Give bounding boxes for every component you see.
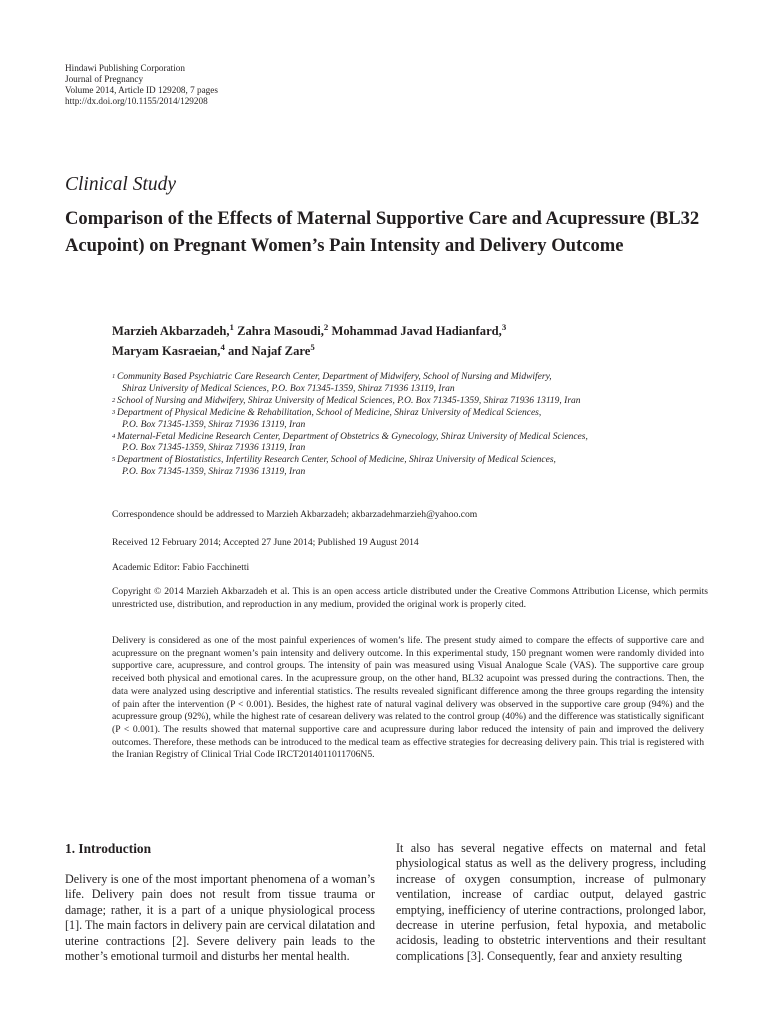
correspondence: Correspondence should be addressed to Marzieh Akbarzadeh; akbarzadehmarzieh@yahoo.com (112, 509, 478, 520)
affiliation-line: P.O. Box 71345-1359, Shiraz 71936 13119, Iran (122, 443, 306, 454)
section-heading: 1. Introduction (65, 841, 152, 856)
affiliation-line: Community Based Psychiatric Care Research Center, Department of Midwifery, School of Nursing and Midwifery, (117, 372, 552, 382)
author-name: Zahra Masoudi, (237, 324, 324, 338)
academic-editor: Academic Editor: Fabio Facchinetti (112, 562, 250, 573)
affiliation-number: 2 (112, 396, 116, 404)
author-name: and Najaf Zare (228, 344, 311, 358)
affiliation-line: Department of Biostatistics, Infertility Research Center, School of Medicine, Shiraz University of Medical Sciences, (117, 455, 556, 466)
journal-header (65, 63, 218, 107)
publisher-name: Hindawi Publishing Corporation (65, 63, 185, 73)
affiliation-number: 4 (112, 432, 116, 440)
abstract: Delivery is considered as one of the most painful experiences of women’s life. The present study aimed to compare the effects of supportive care and acupressure on the pregnant women’s pain intensity and delivery outcome. In this experimental study, 150 pregnant women were randomly divided into supportive care, acupressure, and control groups. The intensity of pain was measured using Visual Analogue Scale (VAS). The supportive care group received both physical and emotional cares. In the acupressure group, on the other hand, BL32 acupoint was pressed during the contractions. Then, the data were analyzed using descriptive and inferential statistics. The results revealed significant difference among the three groups regarding the intensity of pain after the intervention (P < 0.001). Besides, the highest rate of natural vaginal delivery was observed in the supportive care group (94%) and the acupressure group (92%), while the highest rate of cesarean delivery was related to the control group (40%) and the difference was statistically significant (P < 0.001). The results showed that maternal supportive care and acupressure during labor reduced the intensity of pain and improved the delivery outcomes. Therefore, these methods can be introduced to the medical team as effective strategies for decreasing delivery pain. This trial is registered with the Iranian Registry of Clinical Trial Code IRCT2014011011706N5. (112, 635, 704, 761)
affiliation-line: Department of Physical Medicine & Rehabilitation, School of Medicine, Shiraz University of Medical Sciences, (117, 407, 542, 418)
author-name: Maryam Kasraeian, (112, 344, 221, 358)
author-affiliation-mark: 3 (501, 321, 507, 332)
affiliation-list (112, 372, 712, 479)
doi-link[interactable]: http://dx.doi.org/10.1155/2014/129208 (65, 96, 208, 106)
intro-left-column: Delivery is one of the most important phenomena of a woman’s life. Delivery pain does not result from tissue trauma or damage; rather, it is a part of a unique physiological process [1]. The main factors in delivery pain are cervical dilatation and uterine contractions [2]. Severe delivery pain leads to the mother’s emotional turmoil and disturbs her mental health. (65, 872, 375, 964)
affiliation-item (112, 408, 712, 432)
intro-right-column: It also has several negative effects on maternal and fetal physiological status as well as the delivery progress, including increase of oxygen consumption, increase of pulmonary ventilation, increase of cardiac output, delayed gastric emptying, inefficiency of uterine contractions, prolonged labor, decrease in uterine perfusion, fetal hypoxia, and metabolic acidosis, leading to obstetric interventions and their resultant complications [3]. Consequently, fear and anxiety resulting (396, 841, 706, 963)
affiliation-item (112, 396, 712, 408)
affiliation-number: 5 (112, 456, 116, 464)
affiliation-line: Maternal-Fetal Medicine Research Center, Department of Obstetrics & Gynecology, Shiraz University of Medical Sciences, (117, 431, 588, 442)
author-name: Marzieh Akbarzadeh, (112, 324, 230, 338)
affiliation-item (112, 432, 712, 456)
article-type: Clinical Study (65, 174, 177, 195)
copyright-notice: Copyright © 2014 Marzieh Akbarzadeh et al. This is an open access article distributed under the Creative Commons Attribution License, which permits unrestricted use, distribution, and reproduction in any medium, provided the original work is properly cited. (112, 586, 708, 610)
affiliation-line: P.O. Box 71345-1359, Shiraz 71936 13119, Iran (122, 467, 306, 478)
author-affiliation-mark: 5 (310, 341, 315, 352)
paper-title: Comparison of the Effects of Maternal Supportive Care and Acupressure (BL32 Acupoint) on Pregnant Women’s Pain Intensity and Delivery Outcome (65, 208, 700, 256)
author-affiliation-mark: 1 (229, 321, 234, 332)
affiliation-line: School of Nursing and Midwifery, Shiraz University of Medical Sciences, P.O. Box 71345-1359, Shiraz 71936 13119, Iran (117, 395, 581, 406)
author-affiliation-mark: 2 (323, 321, 329, 332)
affiliation-line: Shiraz University of Medical Sciences, P.O. Box 71345-1359, Shiraz 71936 13119, Iran (122, 383, 455, 394)
author-list (112, 321, 712, 361)
volume-info: Volume 2014, Article ID 129208, 7 pages (65, 85, 218, 95)
article-dates: Received 12 February 2014; Accepted 27 June 2014; Published 19 August 2014 (112, 537, 419, 548)
affiliation-number: 1 (112, 373, 116, 380)
affiliation-number: 3 (112, 408, 116, 416)
affiliation-line: P.O. Box 71345-1359, Shiraz 71936 13119, Iran (122, 419, 306, 430)
affiliation-item (112, 455, 712, 479)
author-affiliation-mark: 4 (220, 341, 225, 352)
author-name: Mohammad Javad Hadianfard, (331, 324, 502, 338)
journal-name: Journal of Pregnancy (65, 74, 144, 84)
affiliation-item (112, 372, 712, 396)
